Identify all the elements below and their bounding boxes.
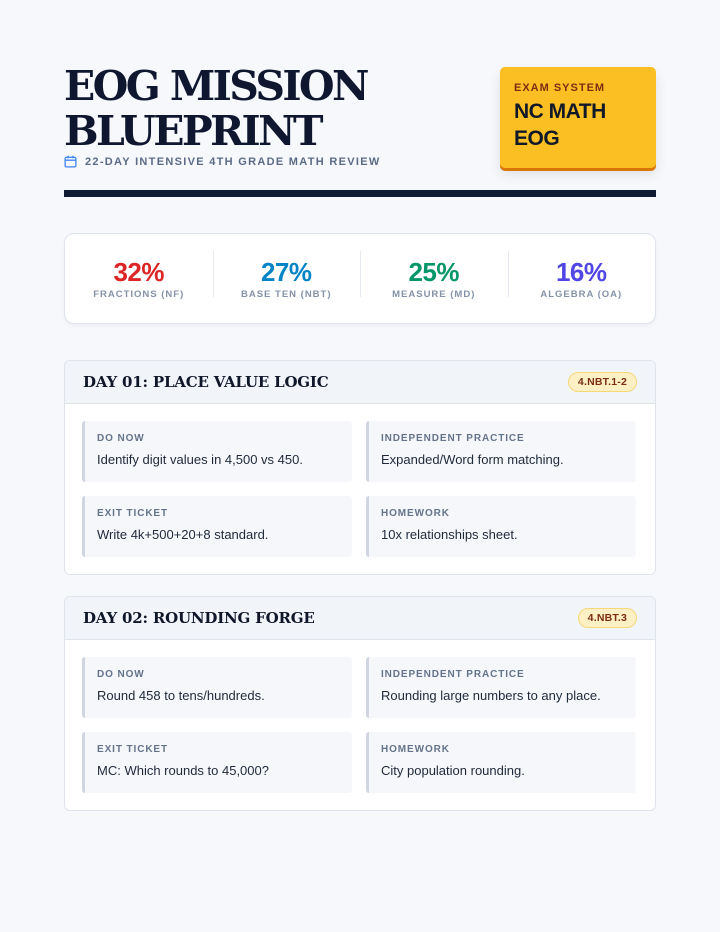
activity-text: 10x relationships sheet.: [381, 527, 518, 542]
standard-badge: 4.NBT.1-2: [568, 372, 637, 392]
stat-base-ten: [213, 257, 361, 300]
stat-value: 25%: [408, 257, 460, 287]
day-title: DAY 01: PLACE VALUE LOGIC: [83, 373, 329, 391]
exam-system-value: [514, 98, 642, 152]
stat-label: FRACTIONS (NF): [93, 289, 185, 300]
activity-homework: [366, 732, 636, 793]
activity-label: DO NOW: [97, 669, 145, 680]
activity-text: City population rounding.: [381, 763, 525, 778]
exam-system-label: EXAM SYSTEM: [514, 82, 606, 94]
activity-text: Identify digit values in 4,500 vs 450.: [97, 452, 303, 467]
stat-value: 32%: [113, 257, 165, 287]
page-subtitle: [64, 155, 381, 168]
activity-text: Write 4k+500+20+8 standard.: [97, 527, 269, 542]
day-activity-grid: [65, 640, 655, 810]
stat-label: BASE TEN (NBT): [240, 289, 332, 300]
activity-label: HOMEWORK: [381, 508, 450, 519]
page-title: [64, 64, 367, 154]
day-card-02: [64, 596, 656, 811]
stat-label: ALGEBRA (OA): [540, 289, 623, 300]
activity-independent-practice: [366, 657, 636, 718]
standard-badge: 4.NBT.3: [578, 608, 637, 628]
activity-do-now: [82, 657, 352, 718]
day-card-01: [64, 360, 656, 575]
stat-value: 27%: [260, 257, 312, 287]
activity-homework: [366, 496, 636, 557]
day-title: DAY 02: ROUNDING FORGE: [83, 609, 315, 627]
exam-system-value-line2: EOG: [514, 127, 560, 150]
header-divider: [64, 190, 656, 197]
activity-text: MC: Which rounds to 45,000?: [97, 763, 269, 778]
stat-label: MEASURE (MD): [392, 289, 476, 300]
stat-value: 16%: [555, 257, 607, 287]
activity-label: INDEPENDENT PRACTICE: [381, 669, 525, 680]
exam-system-value-line1: NC MATH: [514, 100, 606, 123]
activity-text: Rounding large numbers to any place.: [381, 688, 601, 703]
stat-algebra: [508, 257, 656, 300]
activity-do-now: [82, 421, 352, 482]
activity-exit-ticket: [82, 496, 352, 557]
activity-label: EXIT TICKET: [97, 744, 169, 755]
activity-text: Round 458 to tens/hundreds.: [97, 688, 265, 703]
day-card-header: [65, 361, 655, 404]
day-card-header: [65, 597, 655, 640]
exam-system-badge: [500, 67, 656, 168]
page-title-line2: BLUEPRINT: [64, 107, 321, 155]
day-activity-grid: [65, 404, 655, 574]
page: [64, 0, 656, 778]
activity-independent-practice: [366, 421, 636, 482]
activity-label: INDEPENDENT PRACTICE: [381, 433, 525, 444]
calendar-icon: [64, 155, 77, 168]
header: [64, 0, 656, 198]
subtitle-text: 22-DAY INTENSIVE 4TH GRADE MATH REVIEW: [85, 155, 381, 168]
activity-exit-ticket: [82, 732, 352, 793]
domain-weight-stats: [64, 233, 656, 324]
activity-text: Expanded/Word form matching.: [381, 452, 564, 467]
activity-label: DO NOW: [97, 433, 145, 444]
stat-fractions: [65, 257, 213, 300]
activity-label: EXIT TICKET: [97, 508, 169, 519]
page-title-line1: EOG MISSION: [64, 62, 367, 110]
activity-label: HOMEWORK: [381, 744, 450, 755]
stat-measure: [360, 257, 508, 300]
